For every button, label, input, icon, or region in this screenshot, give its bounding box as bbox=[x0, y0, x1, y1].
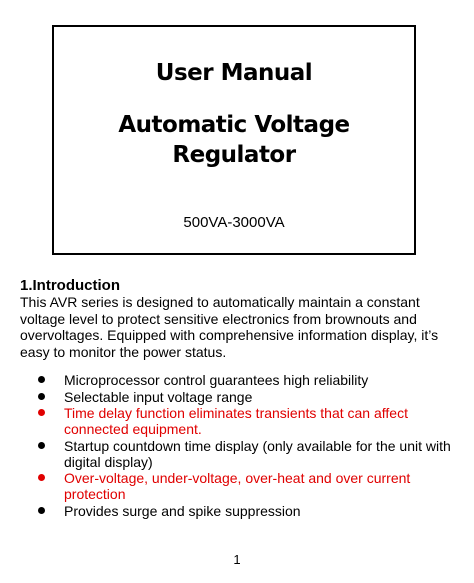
bullet-icon bbox=[38, 409, 45, 416]
feature-item bbox=[38, 438, 458, 470]
feature-item bbox=[38, 405, 458, 437]
feature-text: Microprocessor control guarantees high reliability bbox=[64, 372, 369, 388]
feature-text: Startup countdown time display (only available for the unit with digital display) bbox=[64, 437, 451, 470]
feature-item bbox=[38, 389, 458, 405]
page-number: 1 bbox=[233, 552, 241, 567]
intro-paragraph: This AVR series is designed to automatically maintain a constant voltage level to protect sensitive electronics from brownouts and overvoltages. Equipped with comprehensive information display, it’s easy to monitor the power status. bbox=[20, 294, 439, 360]
bullet-icon bbox=[38, 474, 45, 481]
manual-title: User Manual bbox=[155, 60, 313, 86]
introduction-section bbox=[20, 277, 460, 360]
feature-item bbox=[38, 372, 458, 388]
bullet-icon bbox=[38, 507, 45, 514]
feature-text: Over-voltage, under-voltage, over-heat and over current protection bbox=[64, 470, 411, 502]
feature-text: Selectable input voltage range bbox=[64, 388, 253, 405]
feature-text: Provides surge and spike suppression bbox=[64, 502, 301, 519]
bullet-icon bbox=[38, 442, 45, 449]
section-heading: 1.Introduction bbox=[20, 277, 120, 294]
feature-list bbox=[38, 372, 458, 519]
power-range: 500VA-3000VA bbox=[183, 214, 285, 231]
feature-text: Time delay function eliminates transients that can affect connected equipment. bbox=[64, 405, 408, 437]
bullet-icon bbox=[38, 393, 45, 400]
bullet-icon bbox=[38, 376, 45, 383]
feature-item bbox=[38, 470, 458, 502]
product-name-line-1: Automatic Voltage bbox=[118, 112, 350, 138]
cover-title-box bbox=[52, 25, 416, 255]
product-name-line-2: Regulator bbox=[172, 142, 296, 168]
feature-item bbox=[38, 503, 458, 519]
